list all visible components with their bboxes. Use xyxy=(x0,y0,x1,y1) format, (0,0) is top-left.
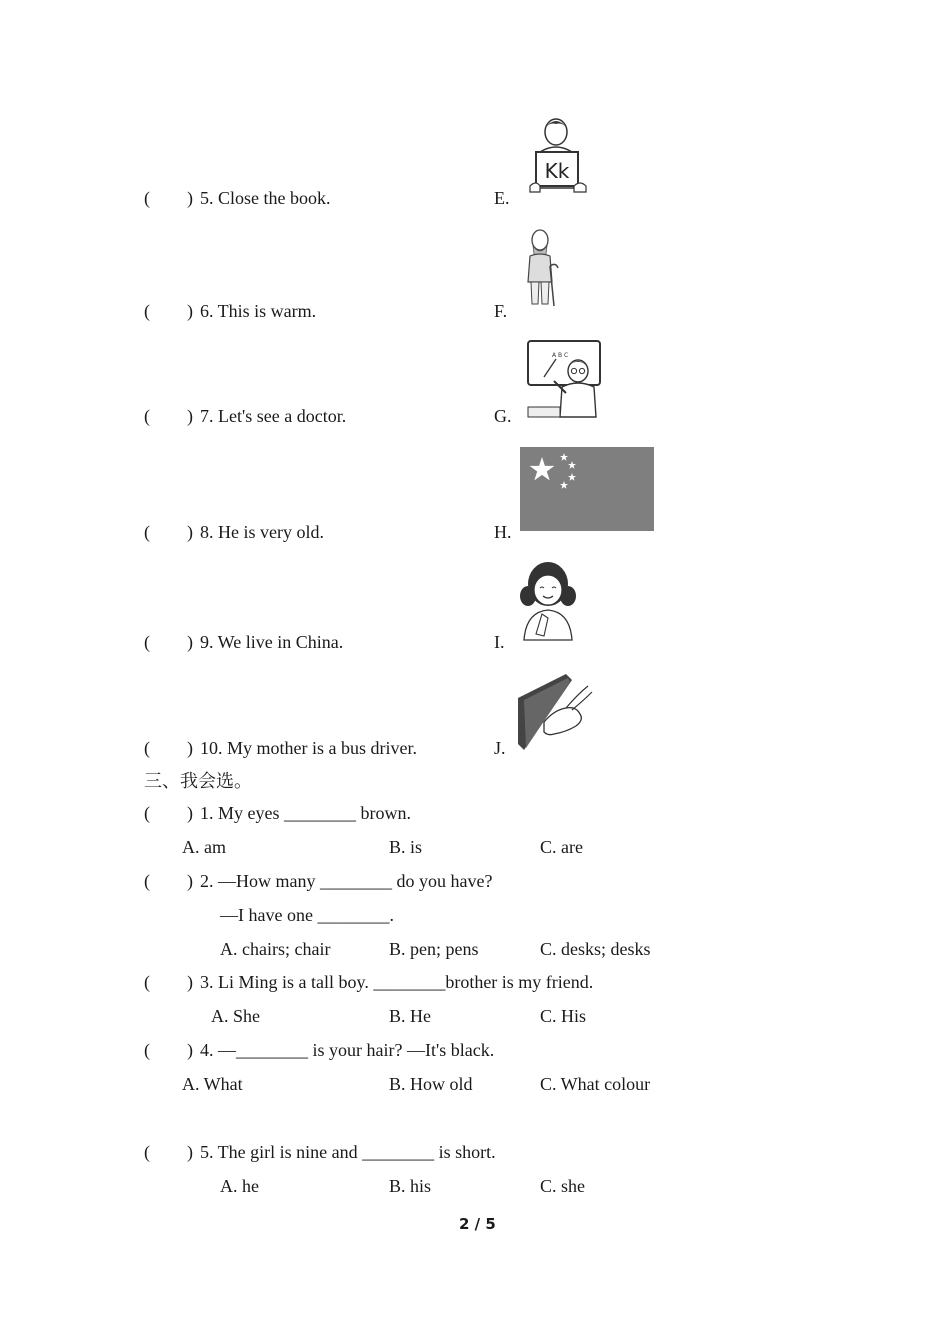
option-b: B. pen; pens xyxy=(389,939,479,959)
answer-paren-close: ) xyxy=(187,1040,193,1060)
option-c: C. she xyxy=(540,1176,585,1196)
answer-paren-close: ) xyxy=(187,972,193,992)
match-letter: G. xyxy=(494,406,512,426)
option-c: C. desks; desks xyxy=(540,939,651,959)
answer-paren-open: ( xyxy=(144,188,150,208)
answer-paren-close: ) xyxy=(187,632,193,652)
match-item-text: 10. My mother is a bus driver. xyxy=(200,738,417,758)
hand-book-picture xyxy=(514,670,594,752)
boy-holding-card-picture xyxy=(522,116,594,196)
card-letters: Kk xyxy=(544,159,570,183)
answer-paren-close: ) xyxy=(187,301,193,321)
answer-paren-open: ( xyxy=(144,871,150,891)
answer-paren-close: ) xyxy=(187,188,193,208)
match-item-text: 6. This is warm. xyxy=(200,301,317,321)
match-item-text: 7. Let's see a doctor. xyxy=(200,406,347,426)
teacher-blackboard-picture xyxy=(526,337,604,419)
option-a: A. What xyxy=(182,1074,243,1094)
option-a: A. am xyxy=(182,837,226,857)
match-letter: J. xyxy=(494,738,506,758)
section-heading: 三、我会选。 xyxy=(144,771,252,791)
option-a: A. She xyxy=(211,1006,260,1026)
question-stem: 4. —________ is your hair? —It's black. xyxy=(200,1040,495,1060)
blackboard-letters: A B C xyxy=(552,352,569,359)
match-letter: I. xyxy=(494,632,505,652)
option-b: B. is xyxy=(389,837,423,857)
answer-paren-open: ( xyxy=(144,803,150,823)
option-b: B. He xyxy=(389,1006,431,1026)
option-c: C. are xyxy=(540,837,583,857)
question-stem-line2: —I have one ________. xyxy=(220,905,394,925)
question-stem: 1. My eyes ________ brown. xyxy=(200,803,411,823)
match-item-text: 5. Close the book. xyxy=(200,188,331,208)
question-stem: 3. Li Ming is a tall boy. ________brother is my friend. xyxy=(200,972,594,992)
option-c: C. His xyxy=(540,1006,587,1026)
answer-paren-close: ) xyxy=(187,1142,193,1162)
china-flag-picture xyxy=(520,447,654,531)
question-stem: 5. The girl is nine and ________ is short. xyxy=(200,1142,496,1162)
answer-paren-open: ( xyxy=(144,1142,150,1162)
page-number: 2 / 5 xyxy=(459,1215,496,1233)
match-item-text: 8. He is very old. xyxy=(200,522,324,542)
option-a: A. chairs; chair xyxy=(220,939,331,959)
option-a: A. he xyxy=(220,1176,259,1196)
answer-paren-close: ) xyxy=(187,738,193,758)
old-man-picture xyxy=(520,226,564,310)
girl-picture xyxy=(518,556,578,642)
answer-paren-open: ( xyxy=(144,632,150,652)
match-letter: H. xyxy=(494,522,512,542)
question-stem: 2. —How many ________ do you have? xyxy=(200,871,493,891)
answer-paren-close: ) xyxy=(187,803,193,823)
answer-paren-open: ( xyxy=(144,301,150,321)
answer-paren-close: ) xyxy=(187,406,193,426)
answer-paren-open: ( xyxy=(144,522,150,542)
answer-paren-open: ( xyxy=(144,972,150,992)
option-c: C. What colour xyxy=(540,1074,651,1094)
answer-paren-open: ( xyxy=(144,1040,150,1060)
answer-paren-close: ) xyxy=(187,871,193,891)
answer-paren-open: ( xyxy=(144,738,150,758)
option-b: B. his xyxy=(389,1176,432,1196)
match-item-text: 9. We live in China. xyxy=(200,632,344,652)
match-letter: E. xyxy=(494,188,510,208)
answer-paren-open: ( xyxy=(144,406,150,426)
option-b: B. How old xyxy=(389,1074,473,1094)
match-letter: F. xyxy=(494,301,508,321)
answer-paren-close: ) xyxy=(187,522,193,542)
